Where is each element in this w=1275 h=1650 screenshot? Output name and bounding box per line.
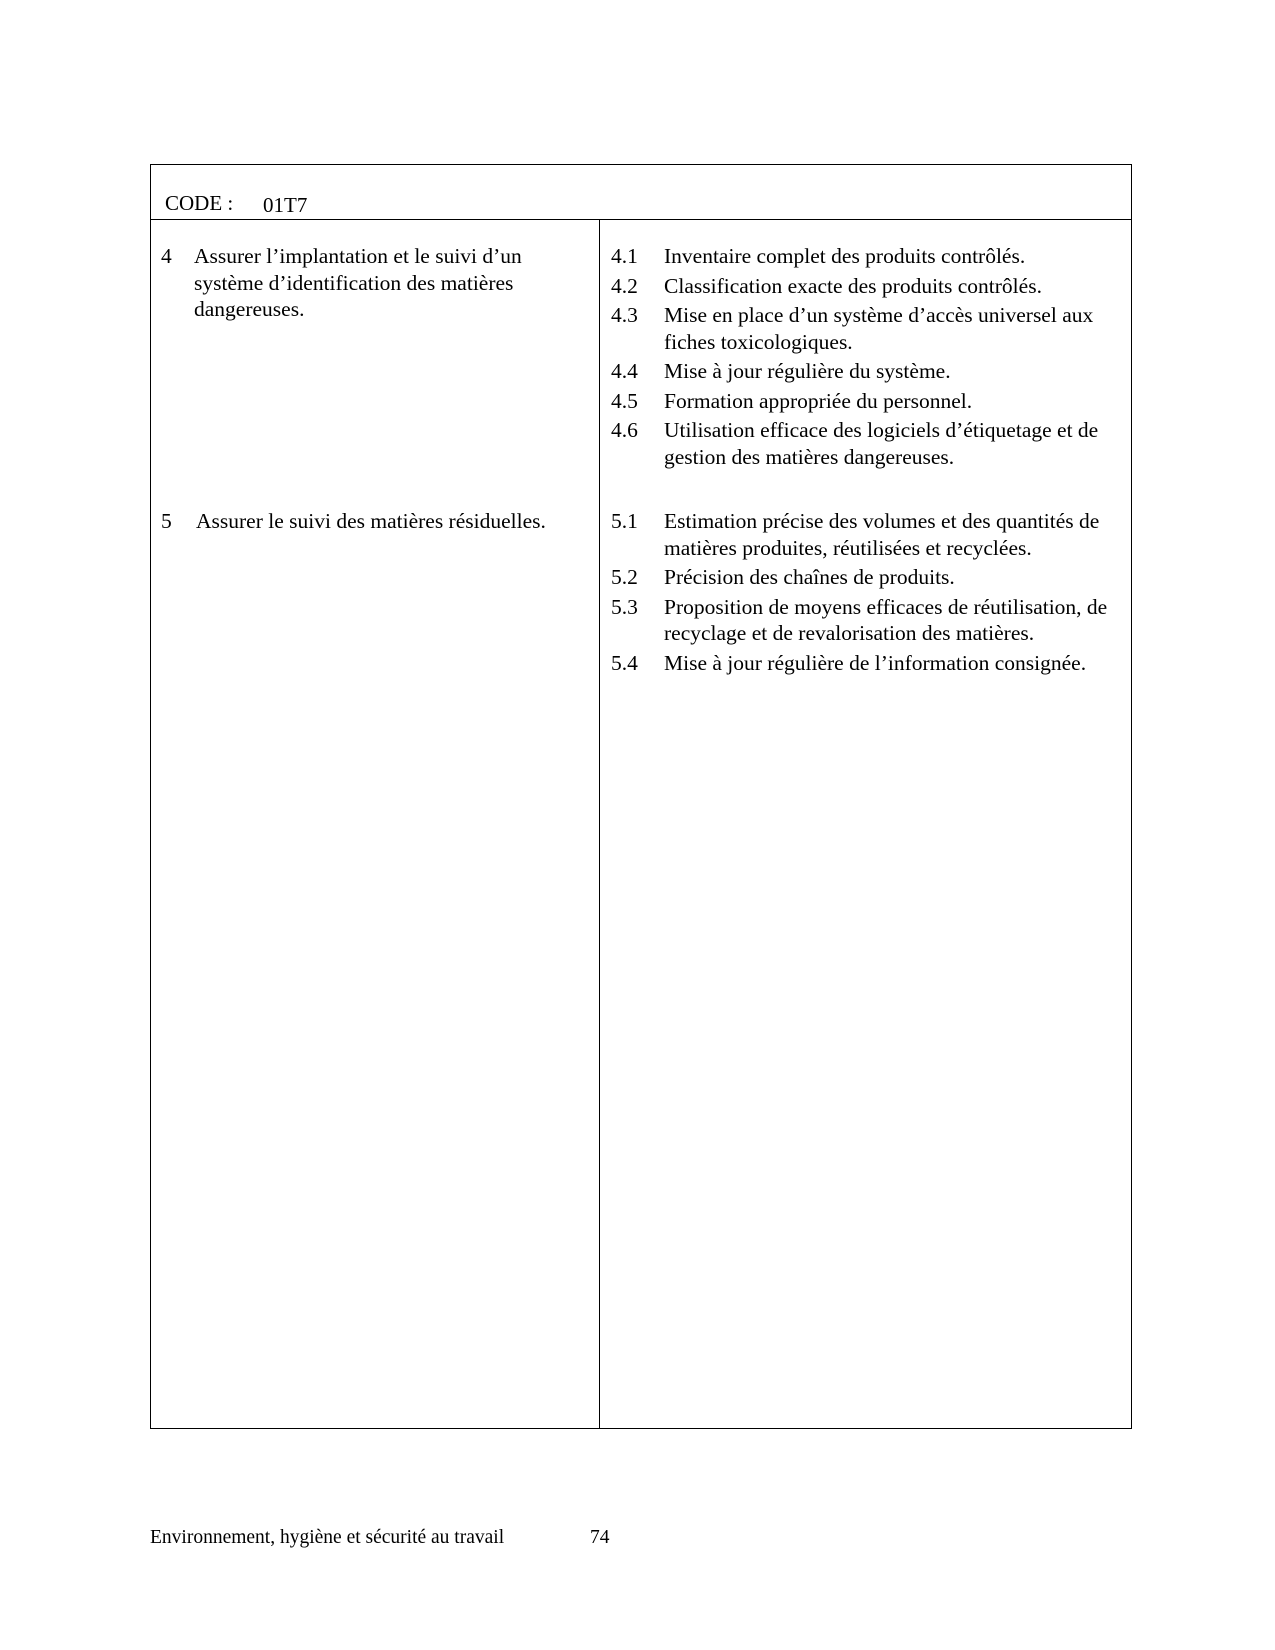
criteria-list-5: [611, 508, 1121, 679]
criterion-text: Proposition de moyens efficaces de réutilisation, de recyclage et de revalorisation des matières.: [664, 594, 1108, 645]
criterion-text: Formation appropriée du personnel.: [664, 388, 973, 413]
criteria-list-4: [611, 243, 1121, 473]
criterion-number: 5.1: [611, 509, 638, 533]
code-header: [151, 165, 1131, 220]
criterion-number: 4.1: [611, 244, 638, 268]
criterion-number: 4.5: [611, 388, 638, 413]
code-label: CODE :: [165, 191, 234, 215]
task-text: Assurer l’implantation et le suivi d’un système d’identification des matières dangereuses.: [194, 244, 522, 321]
criterion-text: Mise en place d’un système d’accès universel aux fiches toxicologiques.: [664, 303, 1094, 354]
criterion-number: 4.3: [611, 303, 638, 327]
criterion-4-5: [611, 388, 1121, 415]
code-value: 01T7: [263, 193, 308, 217]
criterion-4-3: [611, 302, 1094, 355]
criterion-text: Précision des chaînes de produits.: [664, 565, 955, 589]
criterion-number: 5.3: [611, 594, 638, 619]
criterion-number: 5.4: [611, 650, 638, 675]
criterion-text: Inventaire complet des produits contrôlés.: [664, 244, 1026, 268]
footer-page-number: 74: [590, 1527, 610, 1548]
criterion-5-4: [611, 650, 1179, 677]
criterion-5-1: [611, 508, 1134, 561]
criterion-text: Mise à jour régulière du système.: [664, 359, 951, 383]
criterion-4-1: [611, 243, 1121, 270]
criterion-number: 4.6: [611, 418, 638, 442]
column-divider: [599, 220, 600, 1428]
task-number: 4: [161, 244, 172, 268]
criterion-5-2: [611, 564, 1121, 591]
task-text: Assurer le suivi des matières résiduelles.: [196, 509, 546, 533]
criterion-text: Classification exacte des produits contrôlés.: [664, 273, 1042, 298]
criterion-4-6: [611, 417, 1134, 470]
criterion-number: 5.2: [611, 565, 638, 589]
task-number: 5: [161, 509, 172, 533]
criterion-4-2: [611, 273, 1121, 300]
criterion-4-4: [611, 358, 1121, 385]
criterion-number: 4.2: [611, 273, 638, 298]
criterion-5-3: [611, 594, 1144, 647]
criterion-number: 4.4: [611, 359, 638, 383]
footer-title: Environnement, hygiène et sécurité au travail: [150, 1527, 505, 1548]
criterion-text: Mise à jour régulière de l’information consignée.: [664, 650, 1087, 675]
criterion-text: Utilisation efficace des logiciels d’étiquetage et de gestion des matières dangereuses.: [664, 418, 1099, 469]
criterion-text: Estimation précise des volumes et des quantités de matières produites, réutilisées et recyclées.: [664, 509, 1100, 560]
competency-table: [150, 164, 1132, 1429]
